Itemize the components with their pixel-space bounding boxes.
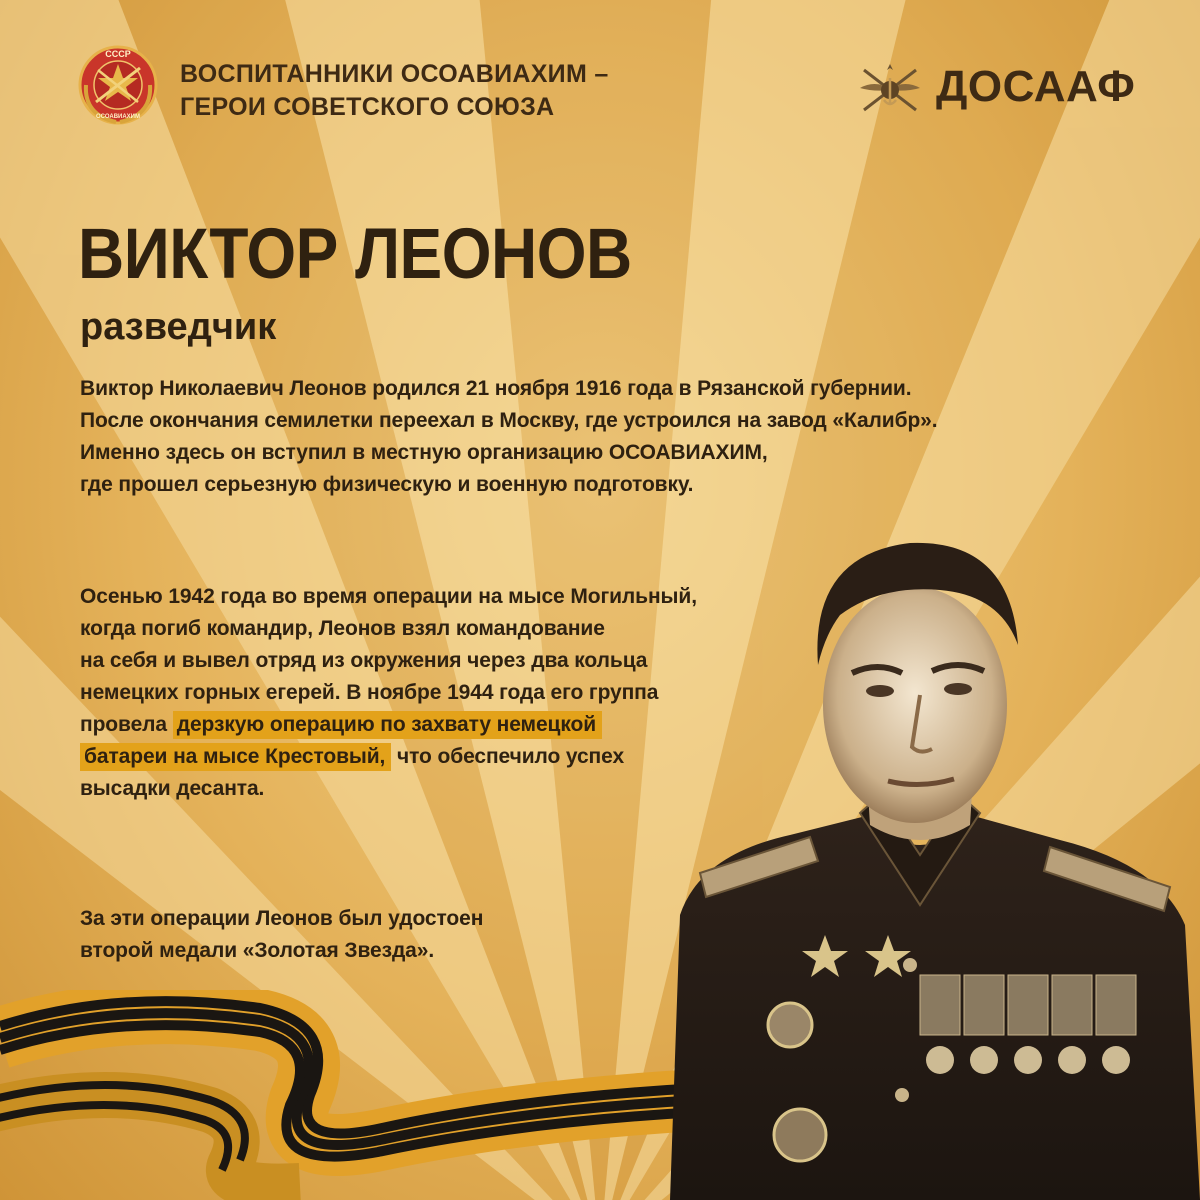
highlighted-text: дерзкую операцию по захвату немецкой xyxy=(173,711,602,739)
emblem-bottom-text: ОСОАВИАХИМ xyxy=(96,114,140,120)
biography-paragraph-1 xyxy=(80,373,937,501)
text-line: После окончания семилетки переехал в Москву, где устроился на завод «Калибр». xyxy=(80,409,938,432)
text-line: где прошел серьезную физическую и военную подготовку. xyxy=(80,473,694,496)
text-line: Осенью 1942 года во время операции на мысе Могильный, xyxy=(80,585,697,608)
text-line: Виктор Николаевич Леонов родился 21 ноября 1916 года в Рязанской губернии. xyxy=(80,377,912,400)
text-line: За эти операции Леонов был удостоен xyxy=(80,907,484,930)
text-line: когда погиб командир, Леонов взял командование xyxy=(80,617,605,640)
hero-name-title: ВИКТОР ЛЕОНОВ xyxy=(78,213,632,294)
biography-paragraph-2 xyxy=(80,581,697,805)
text-fragment: провела xyxy=(80,713,173,736)
text-line: на себя и вывел отряд из окружения через два кольца xyxy=(80,649,648,672)
text-fragment: что обеспечило успех xyxy=(391,745,625,768)
header-title-line-1: ВОСПИТАННИКИ ОСОАВИАХИМ – xyxy=(180,60,609,88)
biography-paragraph-3 xyxy=(80,903,483,967)
highlighted-text: батареи на мысе Крестовый, xyxy=(80,743,391,771)
st-george-ribbon-icon xyxy=(0,990,700,1200)
dosaaf-logo-text: ДОСААФ xyxy=(936,62,1136,111)
text-line: Именно здесь он вступил в местную организацию ОСОАВИАХИМ, xyxy=(80,441,768,464)
dosaaf-emblem-icon xyxy=(858,58,922,120)
hero-role-subtitle: разведчик xyxy=(80,306,277,348)
text-line xyxy=(80,709,697,741)
text-line xyxy=(80,741,697,773)
portrait-photo xyxy=(640,495,1200,1200)
header-title-line-2: ГЕРОИ СОВЕТСКОГО СОЮЗА xyxy=(180,93,555,121)
text-line: второй медали «Золотая Звезда». xyxy=(80,939,435,962)
emblem-top-text: СССР xyxy=(105,49,131,59)
osoaviakhim-emblem-icon xyxy=(76,40,160,130)
text-line: немецких горных егерей. В ноябре 1944 года его группа xyxy=(80,681,659,704)
text-line: высадки десанта. xyxy=(80,777,265,800)
